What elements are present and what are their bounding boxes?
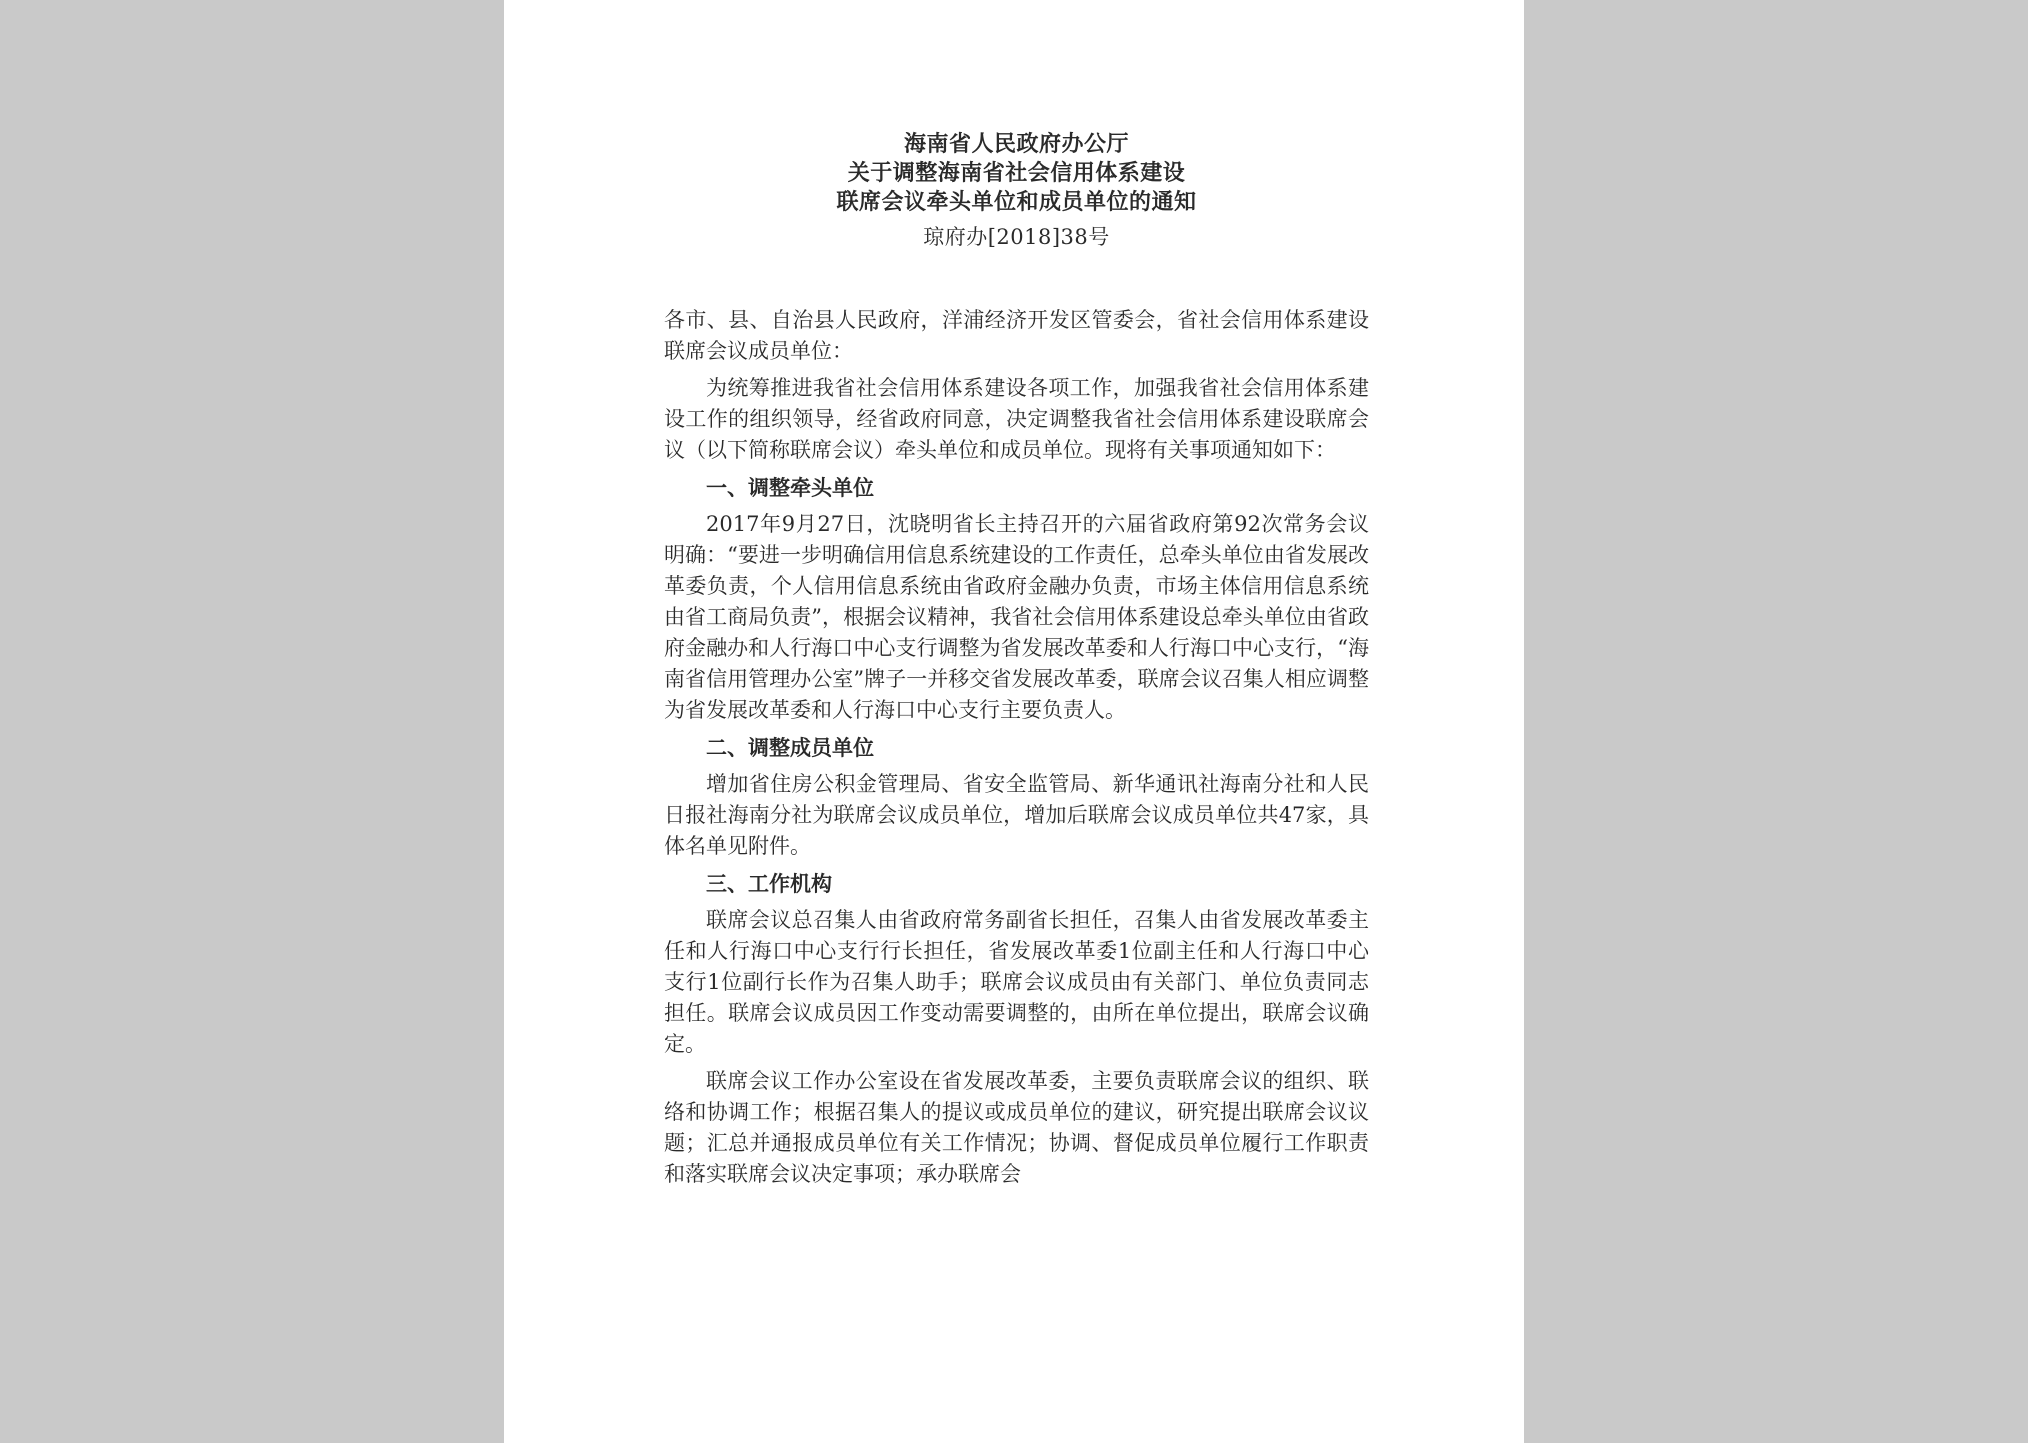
title-line-subject-cont: 联席会议牵头单位和成员单位的通知 [836, 189, 1197, 215]
section-1-heading: 一、调整牵头单位 [706, 475, 874, 500]
salutation: 各市、县、自治县人民政府，洋浦经济开发区管委会，省社会信用体系建设联席会议成员单位： [664, 308, 1369, 363]
document-page [504, 0, 1524, 1443]
intro-paragraph: 为统筹推进我省社会信用体系建设各项工作，加强我省社会信用体系建设工作的组织领导，经省政府同意，决定调整我省社会信用体系建设联席会议（以下简称联席会议）牵头单位和成员单位。现将有关事项通知如下： [664, 376, 1369, 462]
section-3-paragraph-2: 联席会议工作办公室设在省发展改革委，主要负责联席会议的组织、联络和协调工作；根据召集人的提议或成员单位的建议，研究提出联席会议议题；汇总并通报成员单位有关工作情况；协调、督促成员单位履行工作职责和落实联席会议决定事项；承办联席会 [664, 1069, 1369, 1186]
section-3-heading: 三、工作机构 [706, 871, 832, 896]
section-3-paragraph-1: 联席会议总召集人由省政府常务副省长担任，召集人由省发展改革委主任和人行海口中心支行行长担任，省发展改革委1位副主任和人行海口中心支行1位副行长作为召集人助手；联席会议成员由有关部门、单位负责同志担任。联席会议成员因工作变动需要调整的，由所在单位提出，联席会议确定。 [664, 908, 1369, 1056]
page-content [664, 130, 1369, 1190]
section-1-paragraph: 2017年9月27日，沈晓明省长主持召开的六届省政府第92次常务会议明确：“要进一步明确信用信息系统建设的工作责任，总牵头单位由省发展改革委负责，个人信用信息系统由省政府金融办负责，市场主体信用信息系统由省工商局负责”，根据会议精神，我省社会信用体系建设总牵头单位由省政府金融办和人行海口中心支行调整为省发展改革委和人行海口中心支行，“海南省信用管理办公室”牌子一并移交省发展改革委，联席会议召集人相应调整为省发展改革委和人行海口中心支行主要负责人。 [664, 512, 1369, 722]
section-2-paragraph: 增加省住房公积金管理局、省安全监管局、新华通讯社海南分社和人民日报社海南分社为联席会议成员单位，增加后联席会议成员单位共47家，具体名单见附件。 [664, 772, 1369, 858]
document-number: 琼府办[2018]38号 [923, 225, 1110, 249]
section-2-heading: 二、调整成员单位 [706, 735, 874, 760]
title-line-issuer: 海南省人民政府办公厅 [903, 131, 1129, 157]
title-line-subject: 关于调整海南省社会信用体系建设 [847, 160, 1186, 186]
